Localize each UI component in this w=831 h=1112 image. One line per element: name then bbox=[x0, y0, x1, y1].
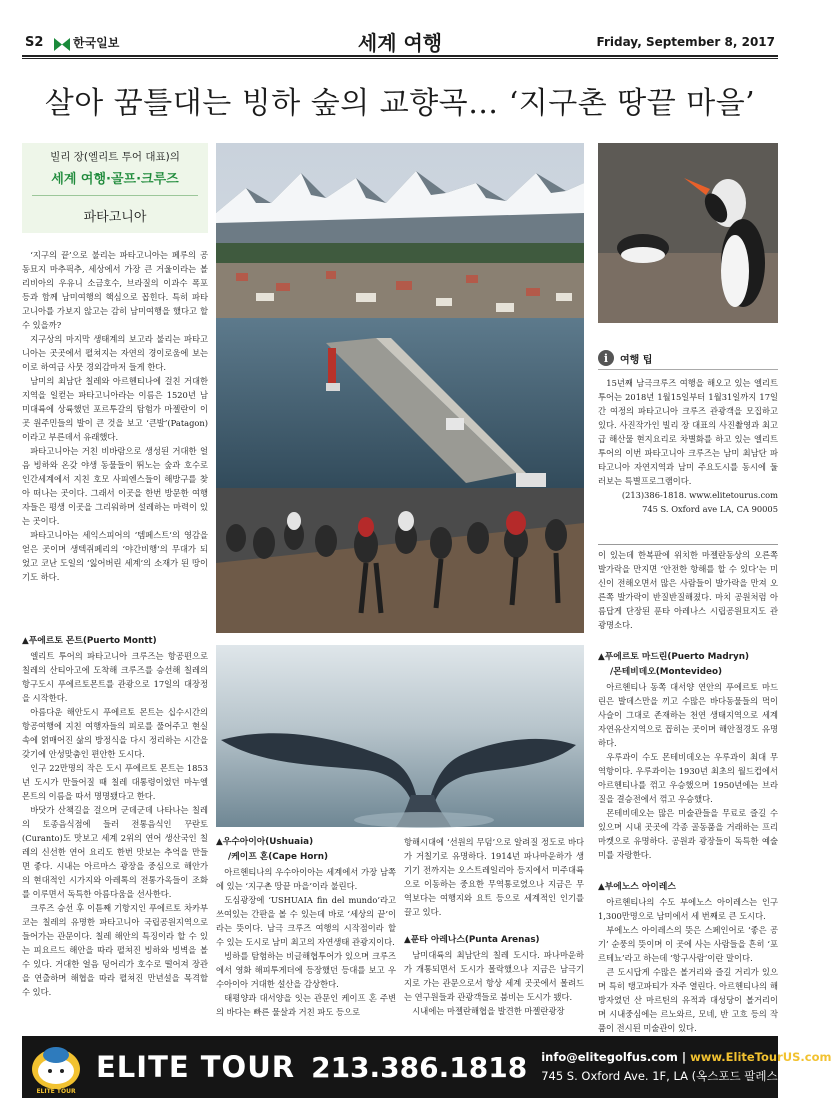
paragraph: 빙하를 탐험하는 비글해협투어가 있으며 크루즈에서 영화 해피투게더에 등장했던 등대를 보고 우수아이아 거대한 설산을 감상한다. bbox=[216, 951, 396, 989]
paragraph: 항해시대에 ‘선원의 무덤’으로 알려질 정도로 바다가 거칠기로 유명하다. 1914년 파나마운하가 생기기 전까지는 오스트레일리아 등지에서 미주대륙으로 이동하는 중요한 무역통로였으나 지금은 무역보다는 여행지와 요트 등으로 세계적인 인기를 끌고 있다. bbox=[404, 837, 584, 917]
ad-website[interactable]: www.EliteTourUS.com bbox=[690, 1050, 831, 1064]
ad-email[interactable]: info@elitegolfus.com bbox=[541, 1050, 678, 1064]
info-icon: i bbox=[598, 350, 614, 366]
subhead-puerto-montt: ▲푸에르토 몬트(Puerto Montt) bbox=[22, 636, 157, 646]
subhead-montevideo: /몬테비데오(Montevideo) bbox=[610, 667, 723, 677]
paragraph: 태평양과 대서양을 잇는 관문인 케이프 혼 주변의 바다는 빠른 물살과 거친 파도 등으로 bbox=[216, 993, 396, 1017]
column-1-intro bbox=[22, 248, 208, 584]
newspaper-logo bbox=[54, 34, 119, 51]
paragraph: 파타고니아는 거친 비바람으로 생성된 거대한 얼음 빙하와 온갖 야생 동물들이 뛰노는 숲과 호수로 인간세계에서 지친 호모 사피엔스들이 해방구를 찾아 떠나는 곳이다. 그래서 이곳을 한번 방문한 여행자들은 평생 이곳을 그리워하며 설레하는 마력이 있는 곳이다. bbox=[22, 446, 208, 526]
column-2 bbox=[216, 835, 396, 1019]
ad-divider: | bbox=[681, 1050, 691, 1064]
paragraph: 엘리트 투어의 파타고니아 크루즈는 항공편으로 칠레의 산티아고에 도착해 크루즈를 승선해 칠레의 항구도시 푸에르토몬트를 관광으로 17일의 대장정을 시작한다. bbox=[22, 651, 208, 703]
section-title: 세계 여행 bbox=[357, 31, 443, 55]
elite-tour-ad[interactable] bbox=[22, 1036, 831, 1098]
subhead-puerto-madryn: ▲푸에르토 마드린(Puerto Madryn) bbox=[598, 652, 750, 662]
subhead-ushuaia: ▲우수아이아(Ushuaia) bbox=[216, 837, 314, 847]
paragraph: 남미의 최남단 칠레와 아르헨티나에 걸친 거대한 지역을 일컫는 파타고니아라는 이름은 1520년 남미대륙에 상륙했던 포르투갈의 탐험가 마젤란이 이 곳 원주민들의 발이 큰 것을 보고 ‘큰발’(Patagon)이라고 부른데서 유래했다. bbox=[22, 376, 208, 442]
paragraph: 아르헨티나의 수도 부에노스 아이레스는 인구 1,300만명으로 남미에서 세 번째로 큰 도시다. bbox=[598, 897, 778, 921]
tips-phone: (213)386-1818. www.elitetourus.com bbox=[621, 490, 778, 500]
column-4 bbox=[598, 548, 778, 1035]
paragraph: 부에노스 아이레스의 뜻은 스페인어로 ‘좋은 공기’ 순풍의 뜻이며 이 곳에 사는 사람들을 흔히 ‘포르테뇨’라고 하는데 ‘항구사람’이란 말이다. bbox=[598, 925, 778, 963]
paragraph: 지구상의 마지막 생태계의 보고라 불리는 파타고니아는 곳곳에서 펼쳐지는 자연의 경이로움에 보는 이로 하여금 사뭇 경외감마저 들게 한다. bbox=[22, 334, 208, 372]
whale-tail-photo bbox=[216, 645, 584, 827]
column-3 bbox=[404, 835, 584, 1018]
ad-phone[interactable]: 213.386.1818 bbox=[311, 1050, 528, 1084]
ad-logo bbox=[30, 1041, 82, 1093]
paragraph: 이 있는데 한복판에 위치한 마젤란동상의 오른쪽 발가락을 만지면 ‘안전한 항해를 할 수 있다’는 미신이 전해오면서 많은 사람들이 발가락을 만져 오른쪽 발가락이 반질반질해졌다. 마치 공원처럼 아름답게 단장된 푼타 아레나스 시립공원묘지도 관광명소다. bbox=[598, 550, 778, 630]
ushuaia-harbor-photo bbox=[216, 143, 584, 633]
tips-title: 여행 팁 bbox=[620, 354, 653, 366]
ad-logo-text: ELITE TOUR bbox=[36, 1088, 76, 1095]
ad-address: 745 S. Oxford Ave. 1F, LA (옥스포드 팔레스호텔1층) bbox=[541, 1069, 823, 1083]
paragraph: 큰 도시답게 수많은 볼거리와 즐길 거리가 있으며 특히 탱고파티가 자주 열린다. 아르헨티나의 해방자였던 산 마르틴의 유적과 대성당이 볼거리이며 시내중심에는 르노와르, 모네, 반 고흐 등의 작품이 전시된 미술관이 있다. bbox=[598, 967, 778, 1033]
paragraph: 도심광장에 ‘USHUAIA fin del mundo’라고 쓰여있는 간판을 볼 수 있는데 바로 ‘세상의 끝’이라는 뜻이다. 남극 크루즈 여행의 시작점이라 할 수 있는 도시로 남미 최고의 자연생태 관광지이다. bbox=[216, 895, 396, 947]
page-number: S2 bbox=[25, 35, 44, 50]
paragraph: 아름다운 해안도시 푸에르토 몬트는 십수시간의 항공여행에 지친 여행자들의 피로를 풀어주고 현실 속에 얽매어진 삶의 방정식을 다시 정리하는 시간을 갖기에 안성맞춤인 편안한 도시다. bbox=[22, 707, 208, 759]
paragraph: 아르헨티나 동쪽 대서양 연안의 푸에르토 마드린은 발데스만을 끼고 수많은 바다동물들의 먹이사슬이 그대로 존재하는 천연 생태지역으로 세계자연유산지역으로 꼽히는 곳이며 해안절경도 유명하다. bbox=[598, 682, 778, 748]
topic-title: 파타고니아 bbox=[83, 210, 147, 225]
newspaper-name: 한국일보 bbox=[73, 36, 120, 50]
paragraph: 우루과이 수도 몬테비데오는 우루과이 최대 무역항이다. 우루과이는 1930년 최초의 월드컵에서 아르헨티나를 꺾고 우승했으며 1950년에는 브라질을 결승전에서 꺾고 우승했다. bbox=[598, 752, 778, 804]
paragraph: ‘지구의 끝’으로 불리는 파타고니아는 페루의 공동묘지 마추픽추, 세상에서 가장 큰 거울이라는 볼리비아의 우유니 소금호수, 브라질의 이과수 폭포 등과 함께 남미여행의 핵심으로 꼽힌다. 특히 파타고니아를 가보지 않고는 감히 남미여행을 했다고 할 수 있을까? bbox=[22, 250, 208, 330]
tips-box bbox=[598, 350, 778, 516]
paragraph: 남미대륙의 최남단의 칠레 도시다. 파나마운하가 개통되면서 도시가 몰락했으나 지금은 남극기지로 가는 관문으로서 항상 세계 곳곳에서 몰려드는 연구원들과 관광객들로 붐비는 도시가 됐다. bbox=[404, 950, 584, 1002]
subhead-buenos-aires: ▲부에노스 아이레스 bbox=[598, 882, 676, 892]
paragraph: 아르헨티나의 우수아이아는 세계에서 가장 남쪽에 있는 ‘지구촌 땅끝 마을’이라 불린다. bbox=[216, 867, 396, 891]
paragraph: 바닷가 산책길을 걸으며 군데군데 나타나는 칠레의 토종음식점에 들러 전통음식인 꾸란토(Curanto)도 맛보고 세계 2위의 연어 생산국인 칠레의 신선한 연어 요리도 한번 맛보는 추억을 만들면 좋다. 시내는 아르마스 광장을 중심으로 해안가의 현대적인 시가지와 아레톡의 전통가옥들이 조화를 이루면서 독특한 아름다움을 선사한다. bbox=[22, 805, 208, 899]
ad-brand: ELITE TOUR bbox=[96, 1050, 296, 1084]
paragraph: 인구 22만명의 작은 도시 푸에르토 몬트는 1853년 도시가 만들어질 때 칠레 대통령이었던 마누엘 몬트의 이름을 따서 명명됐다고 한다. bbox=[22, 763, 208, 801]
series-box bbox=[22, 143, 208, 233]
column-1-montt bbox=[22, 630, 208, 999]
headline: 살아 꿈틀대는 빙하 숲의 교향곡… ‘지구촌 땅끝 마을’ bbox=[44, 86, 756, 121]
issue-date: Friday, September 8, 2017 bbox=[596, 35, 775, 49]
paragraph: 파타고니아는 세익스피어의 ‘템페스트’의 영감을 얻은 곳이며 생텍쥐페리의 ‘야간비행’의 무대가 되었고 코난 도일의 ‘잃어버린 세계’의 소재가 된 땅이기도 하다. bbox=[22, 530, 208, 582]
logo-mark-icon bbox=[54, 36, 70, 49]
tips-text: 15년째 남극크루즈 여행을 해오고 있는 엘리트 투어는 2018년 1월15일부터 1월31일까지 17일간 여정의 파타고니아 크루즈 관광객을 모집하고 있다. 사진작가인 빌리 장 대표의 사진촬영과 최고급 해산물 현지요리로 차별화를 하고 있는 엘리트 투어의 이번 파타고니아 크루즈는 남미 최남단 파타고니아 자연지역과 남미 주요도시를 동시에 둘러보는 특별프로그램이다. bbox=[598, 378, 778, 486]
paragraph: 몬테비데오는 많은 미술관들을 무료로 즐길 수있으며 시내 곳곳에 각종 골동품을 거래하는 프리마켓으로 유명하다. 공원과 광장들이 독특한 예술미를 자랑한다. bbox=[598, 808, 778, 860]
byline: 빌리 장(엘리트 투어 대표)의 bbox=[50, 151, 180, 163]
tips-address: 745 S. Oxford ave LA, CA 90005 bbox=[642, 504, 778, 514]
paragraph: 크루즈 승선 후 이튿째 기항지인 푸에르토 차카부코는 칠레의 유명한 파타고니아 국립공원지역으로 들어가는 관문이다. 칠레 해안의 특징이라 할 수 있는 피요르드 해안을 따라 펼쳐진 빙하와 빙벽을 볼 수 있다. 거대한 얼음 덩어리가 호수로 떨어져 장관을 연출하며 해협을 따라 펼쳐진 만년설을 목격할 수 있다. bbox=[22, 903, 208, 997]
subhead-punta-arenas: ▲푼타 아레나스(Punta Arenas) bbox=[404, 935, 540, 945]
paragraph: 시내에는 마젤란해협을 발견한 마젤란광장 bbox=[412, 1006, 565, 1016]
subhead-cape-horn: /케이프 혼(Cape Horn) bbox=[228, 852, 329, 862]
penguin-photo bbox=[598, 143, 778, 323]
series-title: 세계 여행·골프·크루즈 bbox=[51, 172, 179, 187]
